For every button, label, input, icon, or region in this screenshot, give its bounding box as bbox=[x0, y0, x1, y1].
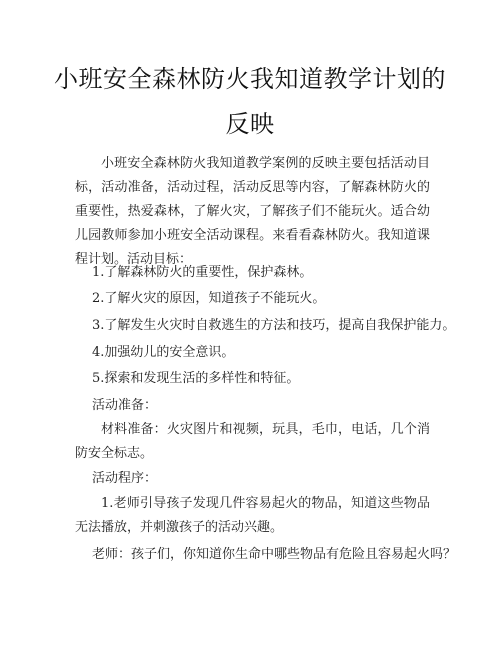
goal-item-1: 1.了解森林防火的重要性，保护森林。 bbox=[92, 265, 313, 280]
goal-item-5: 5.探索和发现生活的多样性和特征。 bbox=[92, 371, 300, 386]
document-title-line2: 反映 bbox=[225, 110, 275, 138]
prep-heading: 活动准备： bbox=[92, 398, 158, 413]
procedure-heading: 活动程序： bbox=[92, 471, 158, 486]
intro-paragraph: 小班安全森林防火我知道教学案例的反映主要包括活动目标，活动准备，活动过程，活动反思等内容，了解森林防火的重要性，热爱森林，了解火灾，了解孩子们不能玩火。适合幼儿园教师参加小班安全活动课程。来看看森林防火。我知道课程计划。活动目标： bbox=[75, 156, 430, 267]
materials-paragraph: 材料准备：火灾图片和视频，玩具，毛巾，电话，几个消防安全标志。 bbox=[75, 422, 430, 461]
document-title-line1: 小班安全森林防火我知道教学计划的 bbox=[54, 65, 446, 93]
goal-item-2: 2.了解火灾的原因，知道孩子不能玩火。 bbox=[92, 291, 326, 306]
goal-item-3: 3.了解发生火灾时自救逃生的方法和技巧，提高自我保护能力。 bbox=[92, 318, 456, 333]
step1-paragraph: 1.老师引导孩子发现几件容易起火的物品，知道这些物品无法播放，并刺激孩子的活动兴趣。 bbox=[75, 496, 430, 535]
goal-item-4: 4.加强幼儿的安全意识。 bbox=[92, 345, 235, 360]
teacher-dialogue: 老师：孩子们，你知道你生命中哪些物品有危险且容易起火吗？ bbox=[92, 547, 457, 562]
